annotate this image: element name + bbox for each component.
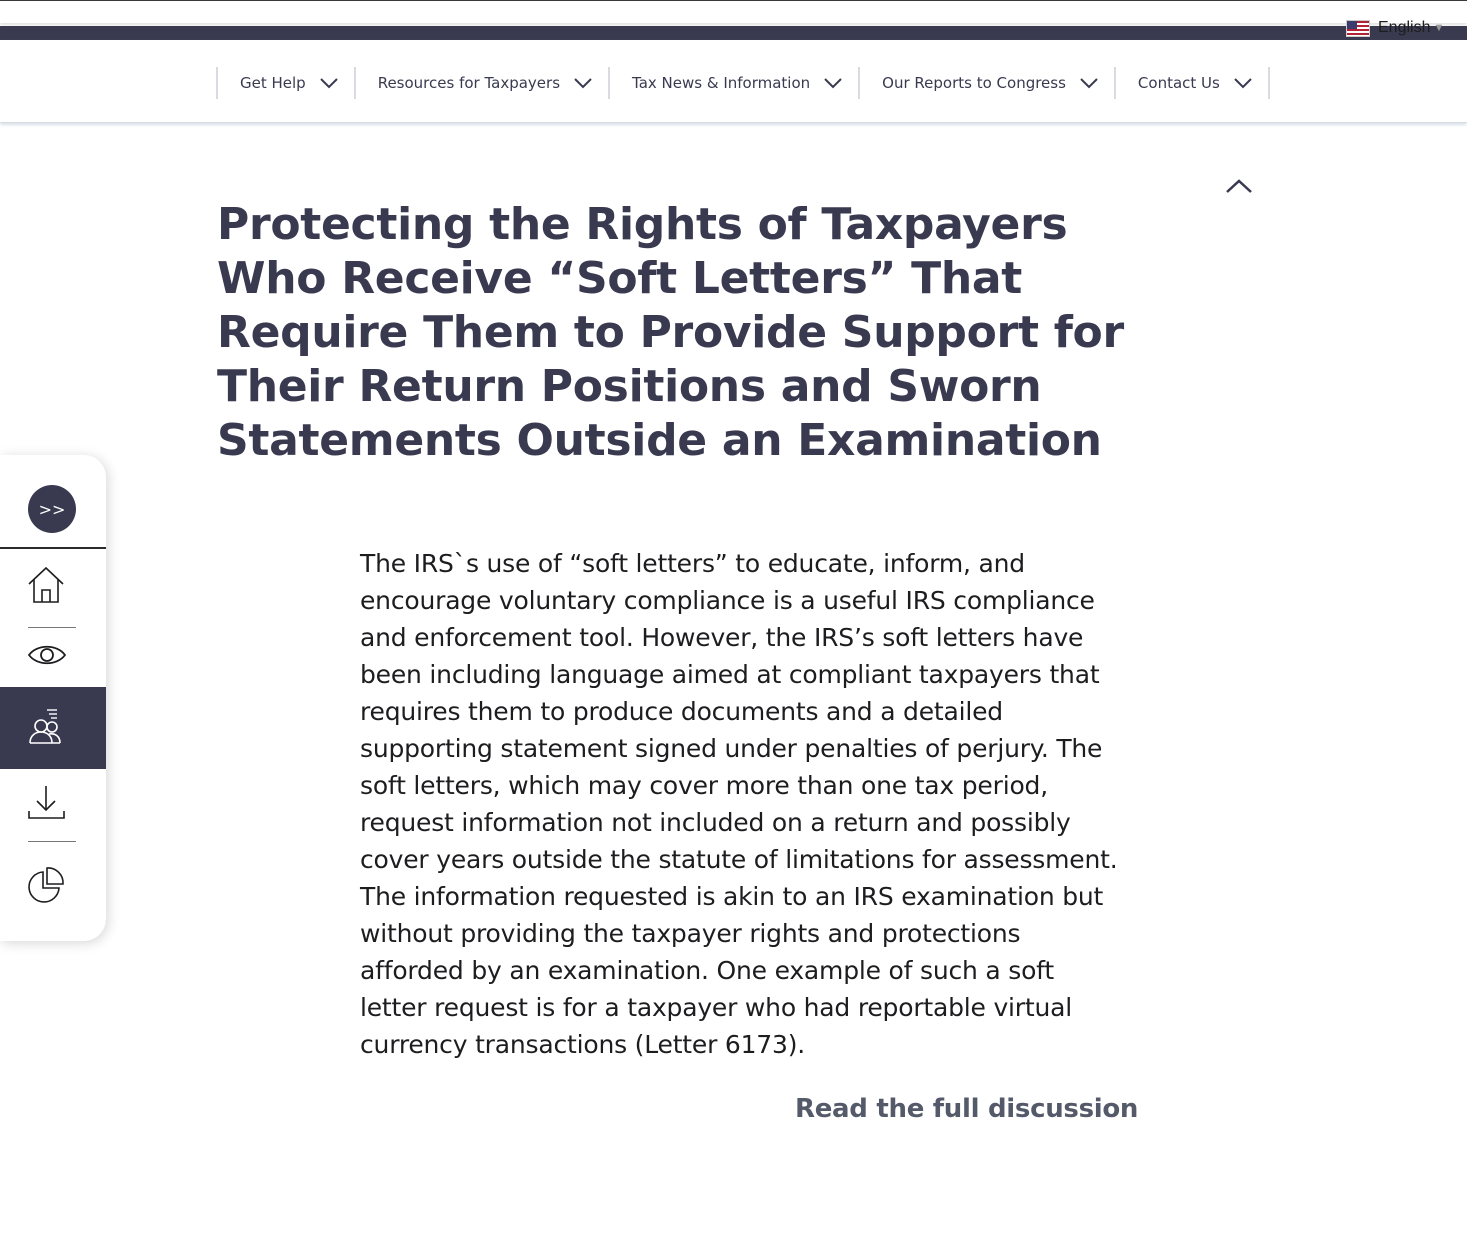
nav-item-contact[interactable] xyxy=(1114,67,1270,99)
panel-divider xyxy=(28,841,76,842)
nav-item-resources[interactable] xyxy=(354,67,608,99)
language-selector[interactable] xyxy=(1346,18,1444,38)
chevron-down-icon xyxy=(824,77,842,89)
nav-item-label: Our Reports to Congress xyxy=(882,74,1066,92)
us-flag-icon xyxy=(1346,20,1370,37)
main-nav xyxy=(0,40,1467,123)
expand-panel-button[interactable] xyxy=(28,485,76,533)
pie-chart-icon[interactable] xyxy=(26,865,66,905)
read-full-discussion-link[interactable]: Read the full discussion xyxy=(795,1094,1139,1124)
panel-divider xyxy=(0,547,106,549)
nav-item-label: Contact Us xyxy=(1137,74,1220,92)
chevron-down-icon xyxy=(1234,77,1252,89)
panel-divider xyxy=(28,627,76,628)
expand-label: >> xyxy=(38,499,66,519)
nav-item-reports[interactable] xyxy=(858,67,1114,99)
side-panel xyxy=(0,455,106,941)
language-label: English xyxy=(1378,19,1431,36)
nav-item-label: Get Help xyxy=(240,74,306,92)
page-title: Protecting the Rights of Taxpayers Who Receive “Soft Letters” That Require Them to Provide Support for Their Return Positions and Sworn Statements Outside an Examination xyxy=(217,199,1124,466)
people-icon[interactable] xyxy=(27,707,67,747)
download-icon[interactable] xyxy=(27,783,67,823)
caret-down-icon: ▼ xyxy=(1433,22,1445,34)
nav-item-label: Tax News & Information xyxy=(632,74,811,92)
eye-icon[interactable] xyxy=(27,635,67,675)
home-icon[interactable] xyxy=(26,565,66,605)
nav-item-label: Resources for Taxpayers xyxy=(377,74,561,92)
collapse-chevron-up-icon[interactable] xyxy=(1224,176,1254,196)
nav-menu xyxy=(216,67,1270,99)
nav-item-get-help[interactable] xyxy=(216,67,354,99)
article-body: The IRS`s use of “soft letters” to educate, inform, and encourage voluntary compliance is a useful IRS compliance and enforcement tool. However, the IRS’s soft letters have been including language aimed at compliant taxpayers that requires them to produce documents and a detailed supporting statement signed under penalties of perjury. The soft letters, which may cover more than one tax period, request information not included on a return and possibly cover years outside the statute of limitations for assessment. The information requested is akin to an IRS examination but without providing the taxpayer rights and protections afforded by an examination. One example of such a soft letter request is for a taxpayer who had reportable virtual currency transactions (Letter 6173). xyxy=(360,549,1118,1059)
chevron-down-icon xyxy=(1080,77,1098,89)
chevron-down-icon xyxy=(320,77,338,89)
utility-bar xyxy=(0,26,1467,40)
nav-item-tax-news[interactable] xyxy=(608,67,858,99)
chevron-down-icon xyxy=(574,77,592,89)
top-band xyxy=(0,1,1467,23)
